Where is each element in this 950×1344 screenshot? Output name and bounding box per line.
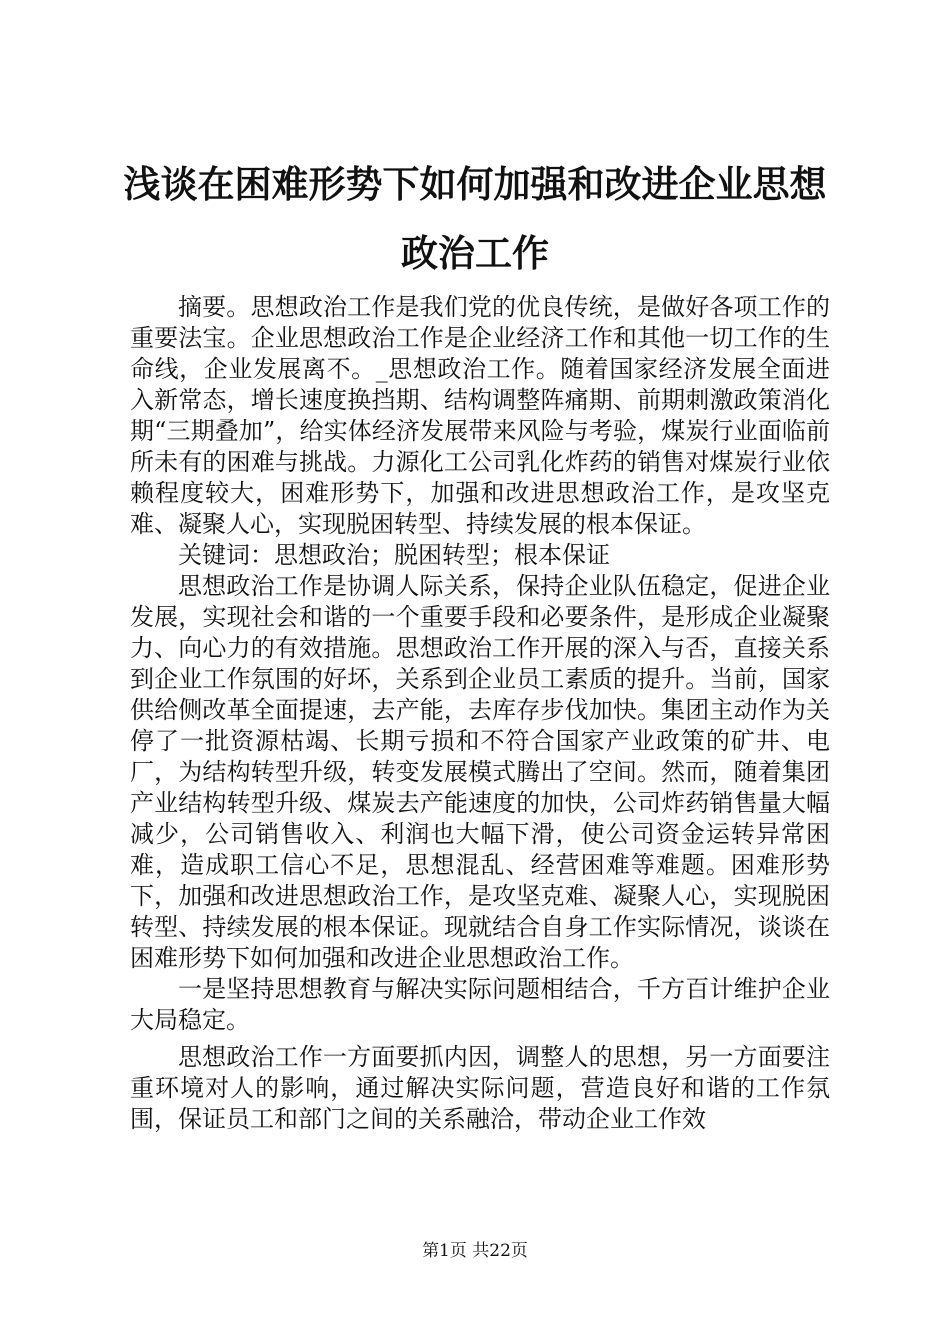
document-title: 浅谈在困难形势下如何加强和改进企业思想政治工作: [123, 162, 827, 275]
keywords-paragraph: 关键词：思想政治；脱困转型；根本保证: [178, 541, 610, 569]
document-body: [130, 292, 830, 1135]
page-number-footer: 第1页 共22页: [422, 1241, 528, 1261]
body-paragraph: 思想政治工作是协调人际关系，保持企业队伍稳定，促进企业发展，实现社会和谐的一个重要手段和必要条件，是形成企业凝聚力、向心力的有效措施。思想政治工作开展的深入与否，直接关系到企业工作氛围的好坏，关系到企业员工素质的提升。当前，国家供给侧改革全面提速，去产能，去库存步伐加快。集团主动作为关停了一批资源枯竭、长期亏损和不符合国家产业政策的矿井、电厂，为结构转型升级，转变发展模式腾出了空间。然而，随着集团产业结构转型升级、煤炭去产能速度的加快，公司炸药销售量大幅减少，公司销售收入、利润也大幅下滑，使公司资金运转异常困难，造成职工信心不足，思想混乱、经营困难等难题。困难形势下，加强和改进思想政治工作，是攻坚克难、凝聚人心，实现脱困转型、持续发展的根本保证。现就结合自身工作实际情况，谈谈在困难形势下如何加强和改进企业思想政治工作。: [130, 572, 830, 972]
body-paragraph: 思想政治工作一方面要抓内因，调整人的思想，另一方面要注重环境对人的影响，通过解决实际问题，营造良好和谐的工作氛围，保证员工和部门之间的关系融洽，带动企业工作效: [130, 1043, 830, 1133]
section-heading-paragraph: 一是坚持思想教育与解决实际问题相结合，千方百计维护企业大局稳定。: [130, 975, 830, 1034]
abstract-paragraph: 摘要。思想政治工作是我们党的优良传统，是做好各项工作的重要法宝。企业思想政治工作是企业经济工作和其他一切工作的生命线，企业发展离不。_思想政治工作。随着国家经济发展全面进入新常态，增长速度换挡期、结构调整阵痛期、前期刺激政策消化期“三期叠加”，给实体经济发展带来风险与考验，煤炭行业面临前所未有的困难与挑战。力源化工公司乳化炸药的销售对煤炭行业依赖程度较大，困难形势下，加强和改进思想政治工作，是攻坚克难、凝聚人心，实现脱困转型、持续发展的根本保证。: [130, 293, 830, 538]
